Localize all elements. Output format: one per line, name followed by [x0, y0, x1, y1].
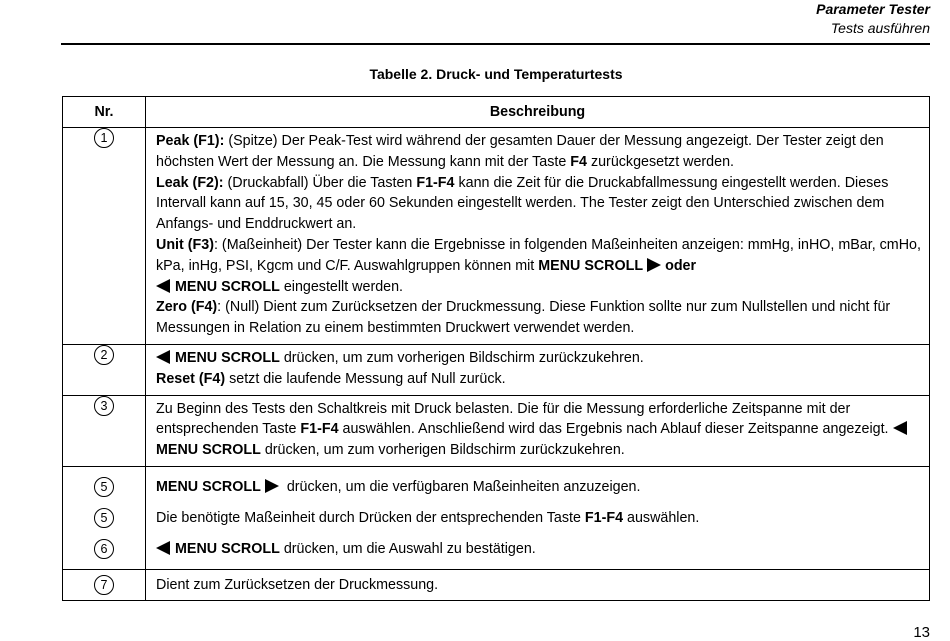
peak-label: Peak (F1): — [156, 133, 225, 149]
step-number-slot — [63, 503, 145, 534]
menu-scroll-label: MENU SCROLL — [156, 479, 261, 496]
table-row — [63, 569, 930, 600]
unit-label: Unit (F3) — [156, 236, 214, 253]
row-number-cell — [63, 128, 146, 345]
row-number-cell — [63, 344, 146, 395]
row-description — [146, 569, 930, 600]
peak-text-2: zurückgesetzt werden. — [586, 153, 734, 170]
menu-scroll-label: MENU SCROLL — [175, 278, 280, 295]
row4b-text-1: Die benötigte Maßeinheit durch Drücken der entsprechenden Taste — [156, 510, 585, 527]
leak-key: F1-F4 — [416, 174, 455, 191]
left-arrow-icon — [156, 541, 170, 555]
row-description — [146, 395, 930, 466]
right-arrow-icon — [647, 258, 661, 272]
step-number-badge: 1 — [94, 128, 114, 148]
row3-text-3: drücken, um zum vorherigen Bildschirm zurückzukehren. — [260, 442, 625, 459]
row3-text-1: Zu Beginn des Tests den Schaltkreis mit Druck belasten. Die für die Messung erforderliche Zeitspanne mit der entsprechenden Taste — [156, 400, 851, 438]
leak-label: Leak (F2): — [156, 174, 224, 191]
page-number: 13 — [913, 624, 930, 641]
row3-text-2: auswählen. Anschließend wird das Ergebnis nach Ablauf dieser Zeitspanne angezeigt. — [338, 421, 893, 438]
table-row — [63, 344, 930, 395]
step-line — [156, 503, 925, 534]
unit-text-1: : (Maßeinheit) Der Tester kann die Ergebnisse in folgenden Maßeinheiten anzeigen: mmHg, inHO, mBar, cmHo, kPa, inHg, PSI, Kgcm und C/F. Auswahlgruppen können mit — [156, 236, 921, 274]
column-header-beschreibung: Beschreibung — [146, 97, 930, 128]
or-label: oder — [665, 257, 697, 274]
row-number-cell — [63, 466, 146, 569]
step-number-badge: 5 — [94, 508, 114, 528]
unit-text-2: eingestellt werden. — [279, 278, 404, 295]
row2-text-2: setzt die laufende Messung auf Null zurück. — [225, 370, 506, 387]
row4b-text-2: auswählen. — [623, 510, 700, 527]
row3-key: F1-F4 — [300, 421, 339, 438]
table-caption: Tabelle 2. Druck- und Temperaturtests — [369, 66, 623, 82]
running-header-subtitle: Tests ausführen — [830, 20, 930, 36]
step-number-badge: 3 — [94, 396, 114, 416]
reset-label: Reset (F4) — [156, 370, 226, 387]
step-number-badge: 2 — [94, 345, 114, 365]
left-arrow-icon — [893, 421, 907, 435]
peak-text-1: (Spitze) Der Peak-Test wird während der gesamten Dauer der Messung angezeigt. Der Tester zeigt den höchsten Wert der Messung an. Die Messung kann mit der Taste — [156, 133, 884, 170]
step-number-badge: 5 — [94, 477, 114, 497]
step-number-slot — [63, 534, 145, 565]
menu-scroll-label: MENU SCROLL — [175, 349, 280, 366]
menu-scroll-label: MENU SCROLL — [538, 257, 644, 274]
step-number-badge: 7 — [94, 575, 114, 595]
tests-table — [62, 96, 930, 601]
menu-scroll-label: MENU SCROLL — [156, 442, 261, 459]
running-header-title: Parameter Tester — [816, 1, 930, 17]
row4a-text: drücken, um die verfügbaren Maßeinheiten anzuzeigen. — [282, 479, 641, 496]
row-number-cell — [63, 395, 146, 466]
row2-text-1: drücken, um zum vorherigen Bildschirm zurückzukehren. — [279, 349, 644, 366]
table-row — [63, 395, 930, 466]
header-rule — [61, 43, 930, 45]
row-number-cell — [63, 569, 146, 600]
row-description — [146, 128, 930, 345]
row-description — [146, 344, 930, 395]
right-arrow-icon — [265, 479, 279, 493]
row4c-text: drücken, um die Auswahl zu bestätigen. — [279, 541, 536, 558]
leak-text-2: kann die Zeit für die Druckabfallmessung eingestellt werden. Dieses Intervall kann auf 15, 30, 45 oder 60 Sekunden eingestellt werden. The Tester zeigt den Unterschied zwischen dem Anfangs- und Enddruckwert an. — [156, 174, 889, 233]
table-row — [63, 128, 930, 345]
step-line — [156, 472, 925, 503]
row4b-key: F1-F4 — [584, 510, 624, 527]
left-arrow-icon — [156, 350, 170, 364]
table-row — [63, 466, 930, 569]
leak-text-1: (Druckabfall) Über die Tasten — [223, 174, 417, 191]
peak-key: F4 — [570, 153, 587, 170]
menu-scroll-label: MENU SCROLL — [175, 541, 280, 558]
step-line — [156, 534, 925, 565]
left-arrow-icon — [156, 279, 170, 293]
column-header-nr: Nr. — [63, 97, 146, 128]
step-number-slot — [63, 472, 145, 503]
step-number-badge: 6 — [94, 539, 114, 559]
row5-text: Dient zum Zurücksetzen der Druckmessung. — [156, 576, 439, 593]
table-header-row — [63, 97, 930, 128]
row-description — [146, 466, 930, 569]
zero-text: : (Null) Dient zum Zurücksetzen der Druckmessung. Diese Funktion sollte nur zum Nullstellen und nicht für Messungen in Relation zu einem bestimmten Druckwert verwendet werden. — [156, 299, 891, 337]
zero-label: Zero (F4) — [156, 299, 218, 316]
